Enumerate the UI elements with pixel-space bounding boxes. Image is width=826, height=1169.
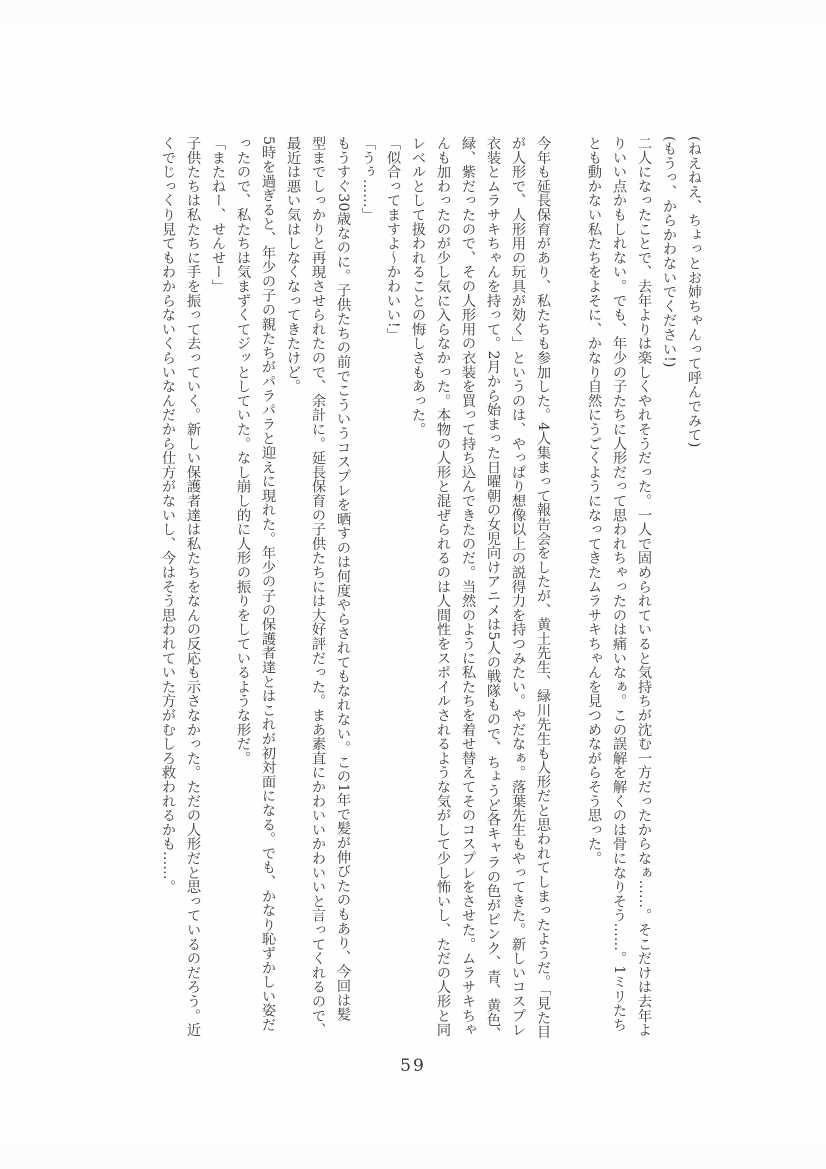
vertical-text-block xyxy=(155,136,706,1050)
text-line: 最近は悪い気はしなくなってきたけど。 xyxy=(285,136,301,394)
text-line: 今年も延長保育があり、私たちも参加した。4人集まって報告会をしたが、黄土先生、緑川先生も人形だと思われてしまったようだ。「見た目 xyxy=(535,136,551,1039)
text-line: 二人になったことで、去年よりは楽しくやれそうだった。一人で固められていると気持ちが沈む一方だったからなぁ……。そこだけは去年よ xyxy=(636,136,652,1037)
text-line: 緑、紫だったので、その人形用の衣装を買って持ち込んできたのだ。当然のように私たちを着せ替えてそのコスプレをさせた。ムラサキちゃ xyxy=(460,136,476,1037)
paragraph-gap xyxy=(555,136,581,1050)
text-line: 型までしっかりと再現させられたので、余計に。延長保育の子供たちには大好評だった。まあ素直にかわいいかわいいと言ってくれるので、 xyxy=(310,136,326,1037)
text-line: 子供たちは私たちに手を振って去っていく。新しい保護者達は私たちをなんの反応も示さなかった。ただの人形だと思っているのだろう。近 xyxy=(185,136,201,1037)
text-line: 「似合ってますよ〜かわいい!」 xyxy=(385,136,401,342)
text-line: 衣装とムラサキちゃんを持って。2月から始まった日曜朝の女児向けアニメは5人の戦隊もので、ちょうど各キャラの色がピンク、青、黄色、 xyxy=(485,136,501,1041)
text-line: (もうっ、からかわないでください!) xyxy=(661,136,677,368)
page-number: 59 xyxy=(400,1056,426,1076)
text-line: もうすぐ30歳なのに。子供たちの前でこういうコスプレを晒すのは何度やらされてもなれない。この1年で髪が伸びたのもあり、今回は髪 xyxy=(335,136,351,1022)
text-line: が人形で、人形用の玩具が効く」というのは、やっぱり想像以上の説得力を持つみたい。やだなぁ。落葉先生もやってきた。新しいコスプレ xyxy=(510,136,526,1037)
text-line: (ねえねえ、ちょっとお姉ちゃんって呼んでみて) xyxy=(686,136,702,448)
text-line: とも動かない私たちをよそに、かなり自然にうごくようになってきたムラサキちゃんを見つめながらそう思った。 xyxy=(586,136,602,866)
text-line: ったので、私たちは気まずくてジッとしていた。なし崩し的に人形の振りをしているような形だ。 xyxy=(235,136,251,766)
text-line: 「またねー、せんせー」 xyxy=(210,136,226,294)
text-line: んも加わったのが少し気に入らなかった。本物の人形と混ぜられるのは人間性をスポイルされるような気がして少し怖いし、ただの人形と同 xyxy=(435,136,451,1037)
text-line: 5時を過ぎると、年少の子の親たちがパラパラと迎えに現れた。年少の子の保護者達とはこれが初対面になる。でも、かなり恥ずかしい姿だ xyxy=(260,136,276,1032)
text-line: レベルとして扱われることの悔しさもあった。 xyxy=(410,136,426,437)
text-line: くでじっくり見てもわからないくらいなんだから仕方がないし、今はそう思われていた方がむしろ救われるかも……。 xyxy=(160,136,176,894)
text-line: 「うぅ……」 xyxy=(360,136,376,222)
text-line: りいい点かもしれない。でも、年少の子たちに人形だって思われちゃったのは痛いなぁ。この誤解を解くのは骨になりそう……。1ミリたち xyxy=(611,136,627,1032)
